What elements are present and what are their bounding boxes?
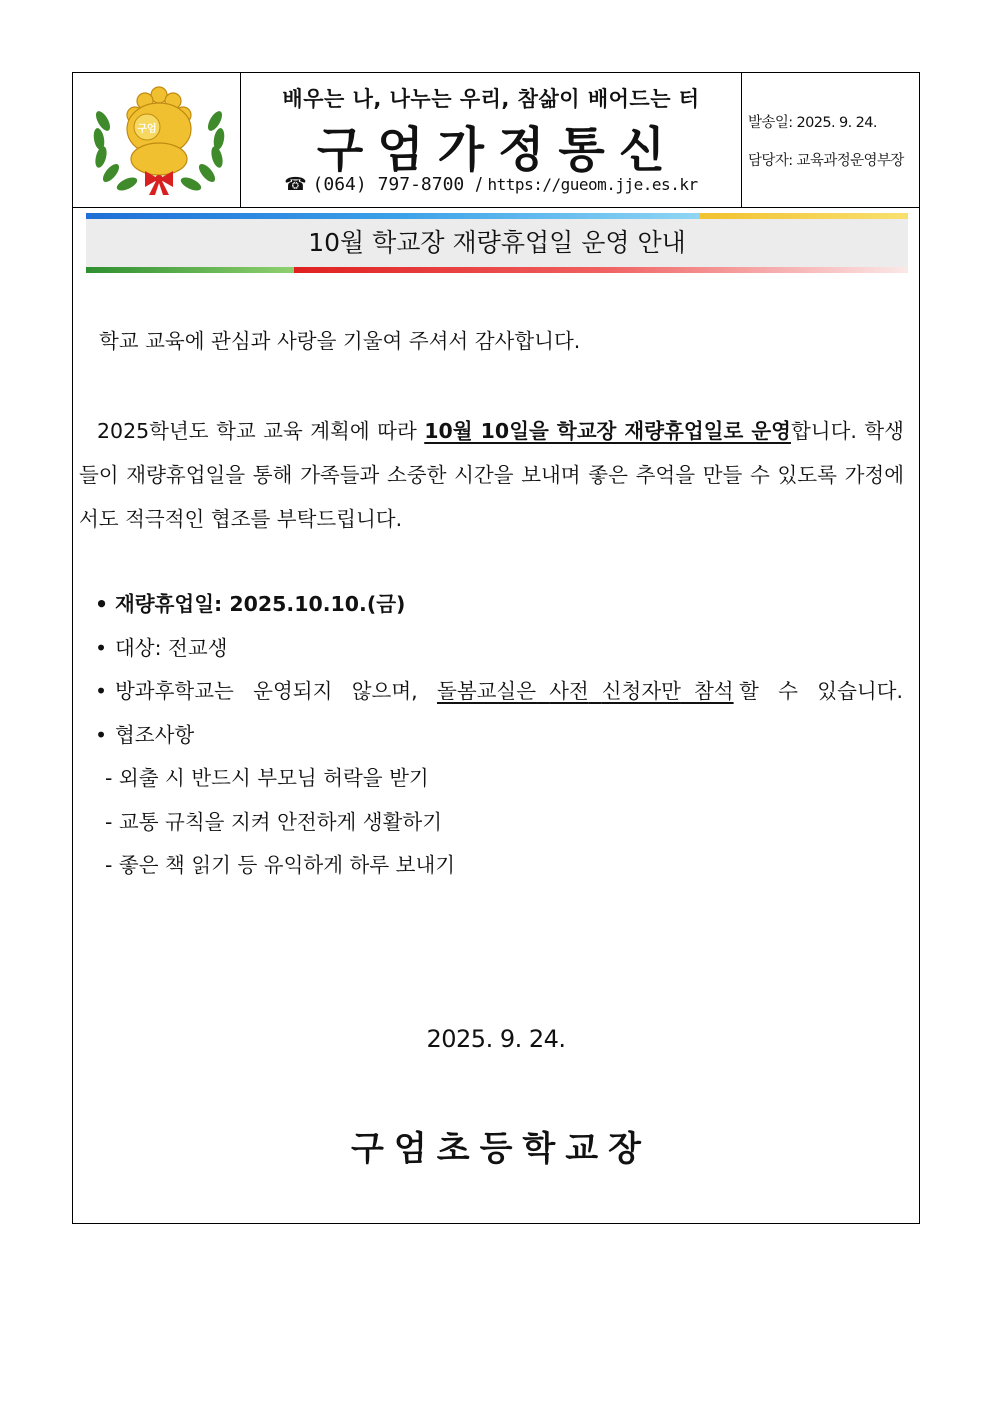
newsletter-title: 구엄가정통신 xyxy=(316,122,680,178)
issue-date: 2025. 9. 24. xyxy=(426,1025,566,1053)
main-paragraph xyxy=(79,409,904,541)
bullet-icon: • xyxy=(95,722,108,747)
bullet-icon: • xyxy=(95,679,108,703)
list-item-cooperation: • 협조사항 xyxy=(95,714,903,758)
phone-number: (064) 797-8700 xyxy=(312,174,465,195)
svg-text:구엄: 구엄 xyxy=(137,124,157,135)
banner-bar-red xyxy=(294,267,908,273)
sub-item: - 외출 시 반드시 부모님 허락을 받기 xyxy=(105,766,429,790)
header xyxy=(73,73,919,208)
logo-cell xyxy=(73,73,241,207)
sent-date: 발송일: 2025. 9. 24. xyxy=(748,115,877,131)
school-url[interactable]: https://gueom.jje.es.kr xyxy=(487,175,698,194)
title-banner xyxy=(86,213,908,273)
list-item-afterschool: • 방과후학교는 운영되지 않으며, 돌봄교실은 사전 신청자만 참석 할 수 있습니다. xyxy=(95,670,903,714)
principal-signature: 구엄초등학교장 xyxy=(351,1129,651,1169)
sub-item: - 교통 규칙을 지켜 안전하게 생활하기 xyxy=(105,809,443,834)
list-item-target: • 대상: 전교생 xyxy=(95,627,903,671)
paragraph-highlight: 10월 10일을 학교장 재량휴업일로 운영 xyxy=(424,419,791,443)
bullet-icon: • xyxy=(95,592,109,616)
contact-separator: / xyxy=(475,174,482,195)
list-item-holiday: • 재량휴업일: 2025.10.10.(금) xyxy=(95,583,903,627)
manager: 담당자: 교육과정운영부장 xyxy=(748,153,904,169)
phone-icon: ☎ xyxy=(284,174,307,195)
document-frame xyxy=(72,72,920,1224)
school-emblem-icon xyxy=(89,81,229,199)
meta-cell xyxy=(742,73,919,207)
paragraph-end: 합니다. 학생들이 재량휴업일을 통해 가족들과 소중한 시간을 보내며 좋은 추억을 만들 수 있도록 가정에서도 적극적인 협조를 부탁드립니다. xyxy=(79,419,904,531)
info-list xyxy=(95,583,903,888)
care-room-underline: 돌봄교실은 사전 신청자만 참석 xyxy=(437,679,734,703)
school-motto: 배우는 나, 나누는 우리, 참삶이 배어드는 터 xyxy=(282,87,700,111)
greeting-paragraph: 학교 교육에 관심과 사랑을 기울여 주셔서 감사합니다. xyxy=(99,329,581,353)
notice-title: 10월 학교장 재량휴업일 운영 안내 xyxy=(86,219,908,267)
paragraph-start: 2025학년도 학교 교육 계획에 따라 xyxy=(97,419,425,443)
title-cell xyxy=(241,73,742,207)
sub-item: - 좋은 책 읽기 등 유익하게 하루 보내기 xyxy=(105,853,456,877)
contact-line xyxy=(241,174,741,195)
banner-bar-green xyxy=(86,267,294,273)
bullet-icon: • xyxy=(95,635,108,660)
